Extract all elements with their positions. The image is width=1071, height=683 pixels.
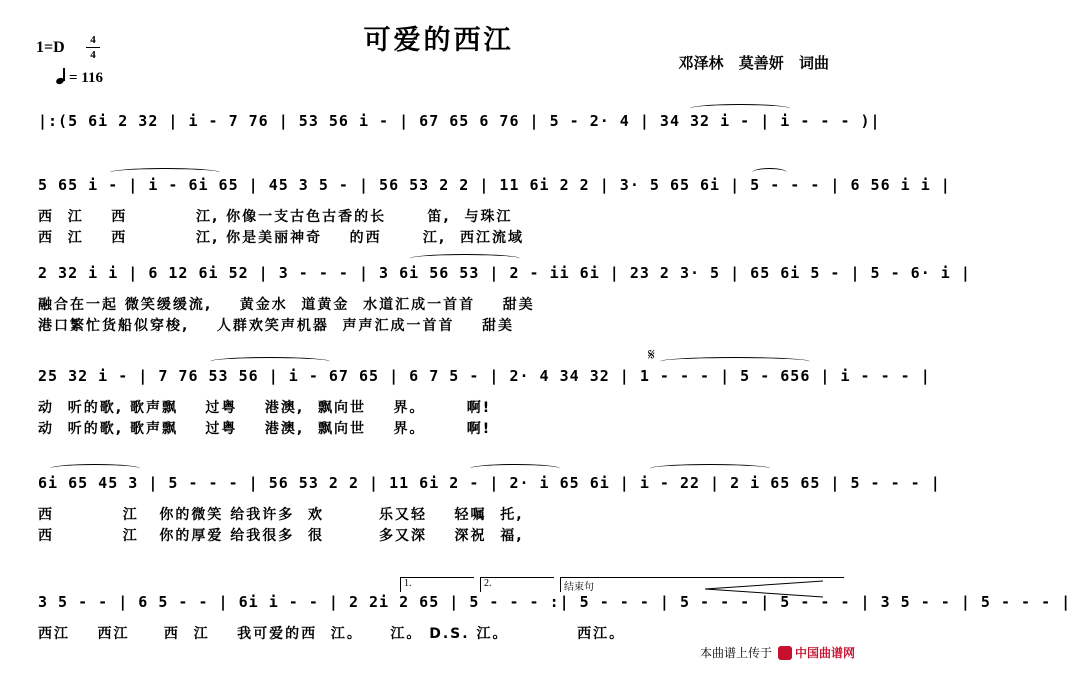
lyric-verse-2: 西 江 西 江, 你是美丽神奇 的西 江, 西江流域 xyxy=(38,230,524,246)
score-line-2 xyxy=(0,176,951,266)
slur-mark xyxy=(690,104,790,113)
footer-text: 本曲谱上传于 xyxy=(699,646,772,660)
score-line-5 xyxy=(0,474,941,564)
logo-text: 中国曲谱网 xyxy=(794,646,855,660)
lyric-verse-2: 西 江 你的厚爱 给我很多 很 多又深 深祝 福, xyxy=(38,528,524,544)
slur-mark xyxy=(660,357,810,366)
key-signature: 1=D xyxy=(36,39,65,56)
lyric-verse-1: 西 江 你的微笑 给我许多 欢 乐又轻 轻嘱 托, xyxy=(38,507,524,523)
lyric-line: 西江 西江 西 江 我可爱的西 江。 江。 D.S. 江。 西江。 xyxy=(38,626,626,642)
lyric-verse-2: 港口繁忙货船似穿梭, 人群欢笑声机器 声声汇成一首首 甜美 xyxy=(38,318,515,334)
tempo-value: = 116 xyxy=(69,70,103,86)
time-signature-bottom: 4 xyxy=(90,49,96,61)
segno-icon: 𝄋 xyxy=(648,347,655,364)
lyric-verse-1: 融合在一起 微笑缓缓流, 黄金水 道黄金 水道汇成一首首 甜美 xyxy=(38,297,535,313)
slur-mark xyxy=(752,168,787,177)
song-title: 可爱的西江 xyxy=(363,25,514,56)
notation-line: 3 5 - - | 6 5 - - | 6i i - - | 2 2i 2 65 | 5 - - - :| 5 - - - | 5 - - - | 5 - - - | 3 5 - - | 5 - - - | xyxy=(38,593,1071,611)
score-line-6 xyxy=(0,578,1071,683)
lyric-verse-2: 动 听的歌, 歌声飘 过粤 港澳, 飘向世 界。 啊! xyxy=(38,421,492,437)
logo-icon xyxy=(778,646,792,660)
slur-mark xyxy=(110,168,220,177)
lyric-verse-1: 西 江 西 江, 你像一支古色古香的长 笛, 与珠江 xyxy=(38,209,513,225)
notation-line: 6i 65 45 3 | 5 - - - | 56 53 2 2 | 11 6i 2 - | 2· i 65 6i | i - 22 | 2 i 65 65 | 5 - - - | xyxy=(38,474,941,492)
notation-line: 25 32 i - | 7 76 53 56 | i - 67 65 | 6 7 5 - | 2· 4 34 32 | 1 - - - | 5 - 656 | i - - - | xyxy=(38,367,931,385)
site-logo[interactable] xyxy=(778,644,855,661)
slur-mark xyxy=(50,464,140,473)
score-line-3 xyxy=(0,264,971,354)
lyric-verse-1: 动 听的歌, 歌声飘 过粤 港澳, 飘向世 界。 啊! xyxy=(38,400,492,416)
slur-mark xyxy=(650,464,770,473)
tempo-marking xyxy=(56,70,103,87)
notation-line: |:(5 6i 2 32 | i - 7 76 | 53 56 i - | 67 65 6 76 | 5 - 2· 4 | 34 32 i - | i - - - )| xyxy=(38,112,881,130)
notation-line: 5 65 i - | i - 6i 65 | 45 3 5 - | 56 53 2 2 | 11 6i 2 2 | 3· 5 65 6i | 5 - - - | 6 56 i i | xyxy=(38,176,951,194)
volta-ending: 结束句 xyxy=(560,577,844,592)
time-signature xyxy=(86,34,100,61)
slur-mark xyxy=(470,464,560,473)
volta-second: 2. xyxy=(480,577,554,592)
time-signature-top: 4 xyxy=(90,34,96,46)
score-line-4 xyxy=(0,347,931,457)
slur-mark xyxy=(410,254,520,263)
volta-first: 1. xyxy=(400,577,474,592)
time-signature-divider xyxy=(86,47,100,48)
credits: 邓泽林 莫善妍 词曲 xyxy=(678,54,829,72)
notation-line: 2 32 i i | 6 12 6i 52 | 3 - - - | 3 6i 56 53 | 2 - ii 6i | 23 2 3· 5 | 65 6i 5 - | 5 - 6· i | xyxy=(38,264,971,282)
upload-footer xyxy=(700,644,855,661)
quarter-note-icon xyxy=(56,70,65,84)
slur-mark xyxy=(210,357,330,366)
